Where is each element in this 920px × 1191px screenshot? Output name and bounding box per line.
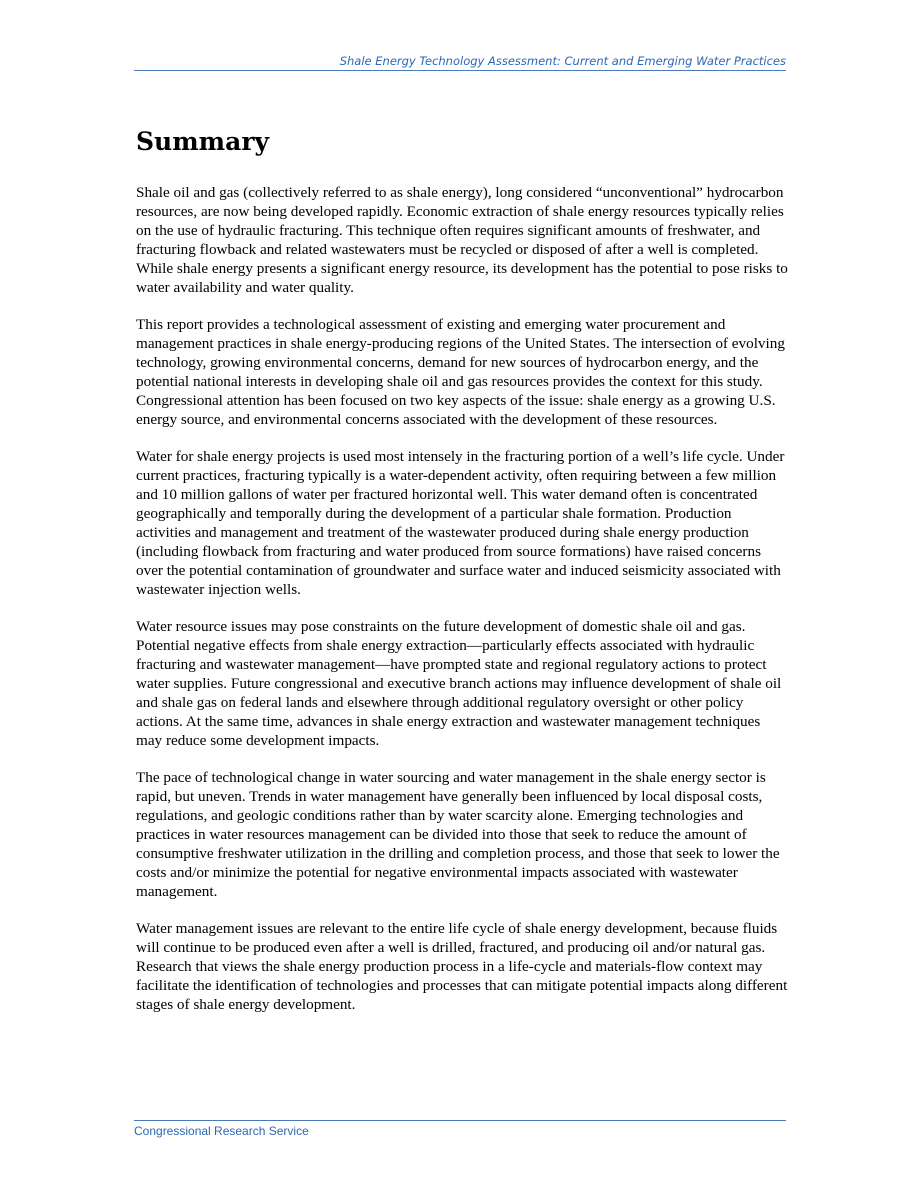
section-title: Summary bbox=[136, 127, 270, 156]
paragraph-1: Shale oil and gas (collectively referred to as shale energy), long considered “unconventional” hydrocarbon resources, are now being developed rapidly. Economic extraction of shale energy resources typically relies on the use of hydraulic fracturing. This technique often requires significant amounts of freshwater, and fracturing flowback and related wastewaters must be recycled or disposed of after a well is completed. While shale energy presents a significant energy resource, its development has the potential to pose risks to water availability and water quality. bbox=[136, 184, 788, 296]
header-title: Shale Energy Technology Assessment: Current and Emerging Water Practices bbox=[339, 54, 786, 68]
running-header bbox=[134, 54, 786, 71]
footer-text: Congressional Research Service bbox=[134, 1124, 309, 1138]
paragraph-2: This report provides a technological assessment of existing and emerging water procurement and management practices in shale energy-producing regions of the United States. The intersection of evolving technology, growing environmental concerns, demand for new sources of hydrocarbon energy, and the potential national interests in developing shale oil and gas resources provides the context for this study. Congressional attention has been focused on two key aspects of the issue: shale energy as a growing U.S. energy source, and environmental concerns associated with the development of these resources. bbox=[136, 316, 785, 428]
paragraph-4: Water resource issues may pose constraints on the future development of domestic shale oil and gas. Potential negative effects from shale energy extraction—particularly effects associated with hydraulic fracturing and wastewater management—have prompted state and regional regulatory actions to protect water supplies. Future congressional and executive branch actions may influence development of shale oil and shale gas on federal lands and elsewhere through additional regulatory oversight or other policy actions. At the same time, advances in shale energy extraction and wastewater management techniques may reduce some development impacts. bbox=[136, 618, 782, 749]
paragraph-6: Water management issues are relevant to the entire life cycle of shale energy development, because fluids will continue to be produced even after a well is drilled, fractured, and producing oil and/or natural gas. Research that views the shale energy production process in a life-cycle and materials-flow context may facilitate the identification of technologies and processes that can mitigate potential impacts along different stages of shale energy development. bbox=[136, 920, 788, 1013]
paragraph-3: Water for shale energy projects is used most intensely in the fracturing portion of a well’s life cycle. Under current practices, fracturing typically is a water-dependent activity, often requiring between a few million and 10 million gallons of water per fractured horizontal well. This water demand often is concentrated geographically and temporally during the development of a particular shale formation. Production activities and management and treatment of the wastewater produced during shale energy production (including flowback from fracturing and water produced from source formations) have raised concerns over the potential contamination of groundwater and surface water and induced seismicity associated with wastewater injection wells. bbox=[136, 448, 785, 598]
paragraph-5: The pace of technological change in water sourcing and water management in the shale energy sector is rapid, but uneven. Trends in water management have generally been influenced by local disposal costs, regulations, and geologic conditions rather than by water scarcity alone. Emerging technologies and practices in water resources management can be divided into those that seek to reduce the amount of consumptive freshwater utilization in the drilling and completion process, and those that seek to lower the costs and/or minimize the potential for negative environmental impacts associated with wastewater management. bbox=[136, 769, 780, 900]
page-footer bbox=[134, 1120, 786, 1139]
summary-section bbox=[136, 126, 788, 1032]
